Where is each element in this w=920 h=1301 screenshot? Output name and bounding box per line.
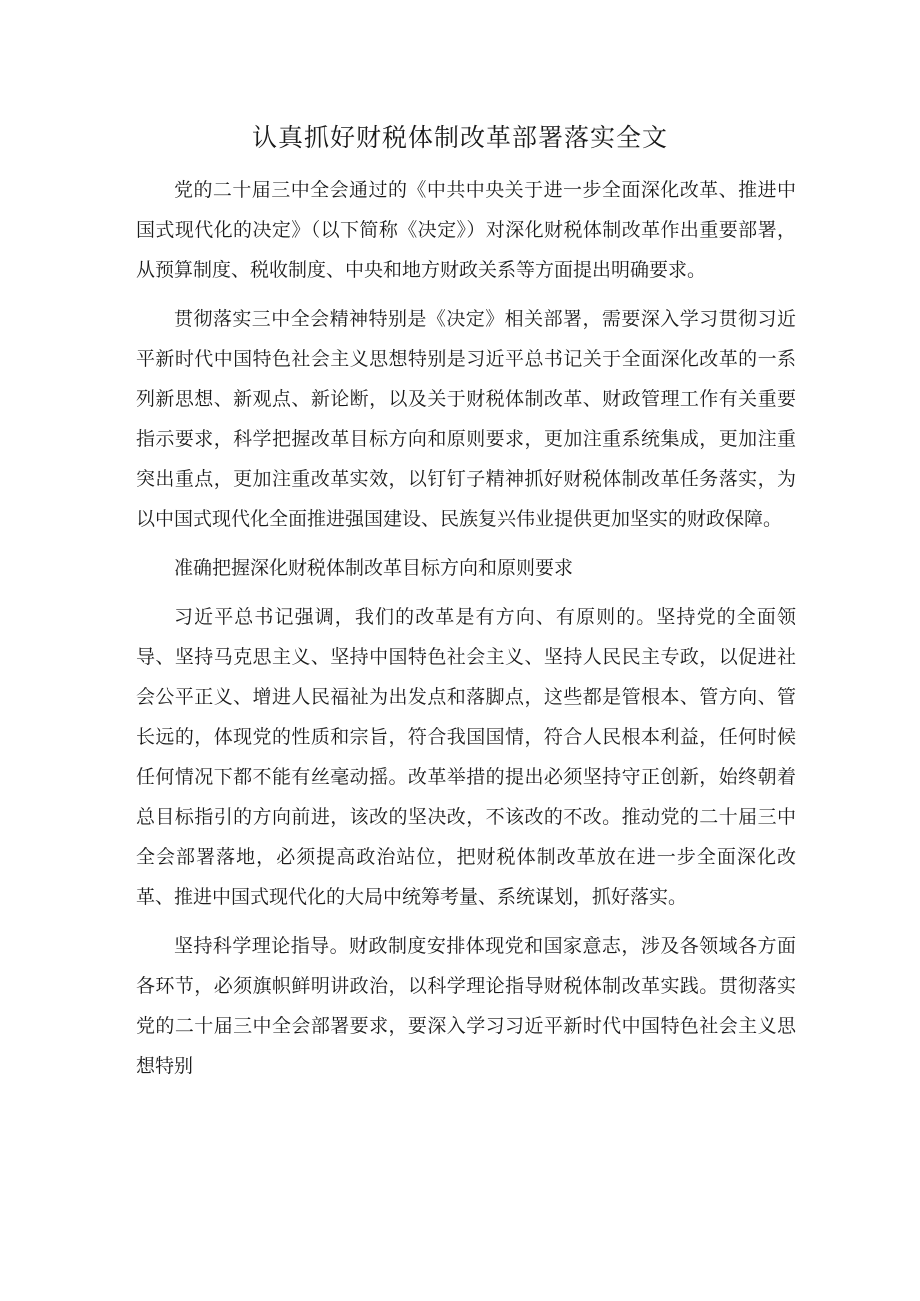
document-body: [136, 170, 796, 1095]
paragraph-1: 党的二十届三中全会通过的《中共中央关于进一步全面深化改革、推进中国式现代化的决定》（以下简称《决定》）对深化财税体制改革作出重要部署，从预算制度、税收制度、中央和地方财政关系等方面提出明确要求。: [136, 179, 796, 281]
document-title: 认真抓好财税体制改革部署落实全文: [251, 123, 668, 152]
paragraph-4: 坚持科学理论指导。财政制度安排体现党和国家意志，涉及各领域各方面各环节，必须旗帜鲜明讲政治，以科学理论指导财税体制改革实践。贯彻落实党的二十届三中全会部署要求，要深入学习习近平新时代中国特色社会主义思想特别: [136, 935, 796, 1077]
section-heading: 准确把握深化财税体制改革目标方向和原则要求: [174, 557, 574, 579]
paragraph-3: 习近平总书记强调，我们的改革是有方向、有原则的。坚持党的全面领导、坚持马克思主义、坚持中国特色社会主义、坚持人民民主专政，以促进社会公平正义、增进人民福祉为出发点和落脚点，这些都是管根本、管方向、管长远的，体现党的性质和宗旨，符合我国国情，符合人民根本利益，任何时候任何情况下都不能有丝毫动摇。改革举措的提出必须坚持守正创新，始终朝着总目标指引的方向前进，该改的坚决改，不该改的不改。推动党的二十届三中全会部署落地，必须提高政治站位，把财税体制改革放在进一步全面深化改革、推进中国式现代化的大局中统筹考量、系统谋划，抓好落实。: [136, 606, 796, 908]
paragraph-2: 贯彻落实三中全会精神特别是《决定》相关部署，需要深入学习贯彻习近平新时代中国特色社会主义思想特别是习近平总书记关于全面深化改革的一系列新思想、新观点、新论断，以及关于财税体制改革、财政管理工作有关重要指示要求，科学把握改革目标方向和原则要求，更加注重系统集成，更加注重突出重点，更加注重改革实效，以钉钉子精神抓好财税体制改革任务落实，为以中国式现代化全面推进强国建设、民族复兴伟业提供更加坚实的财政保障。: [136, 308, 796, 530]
